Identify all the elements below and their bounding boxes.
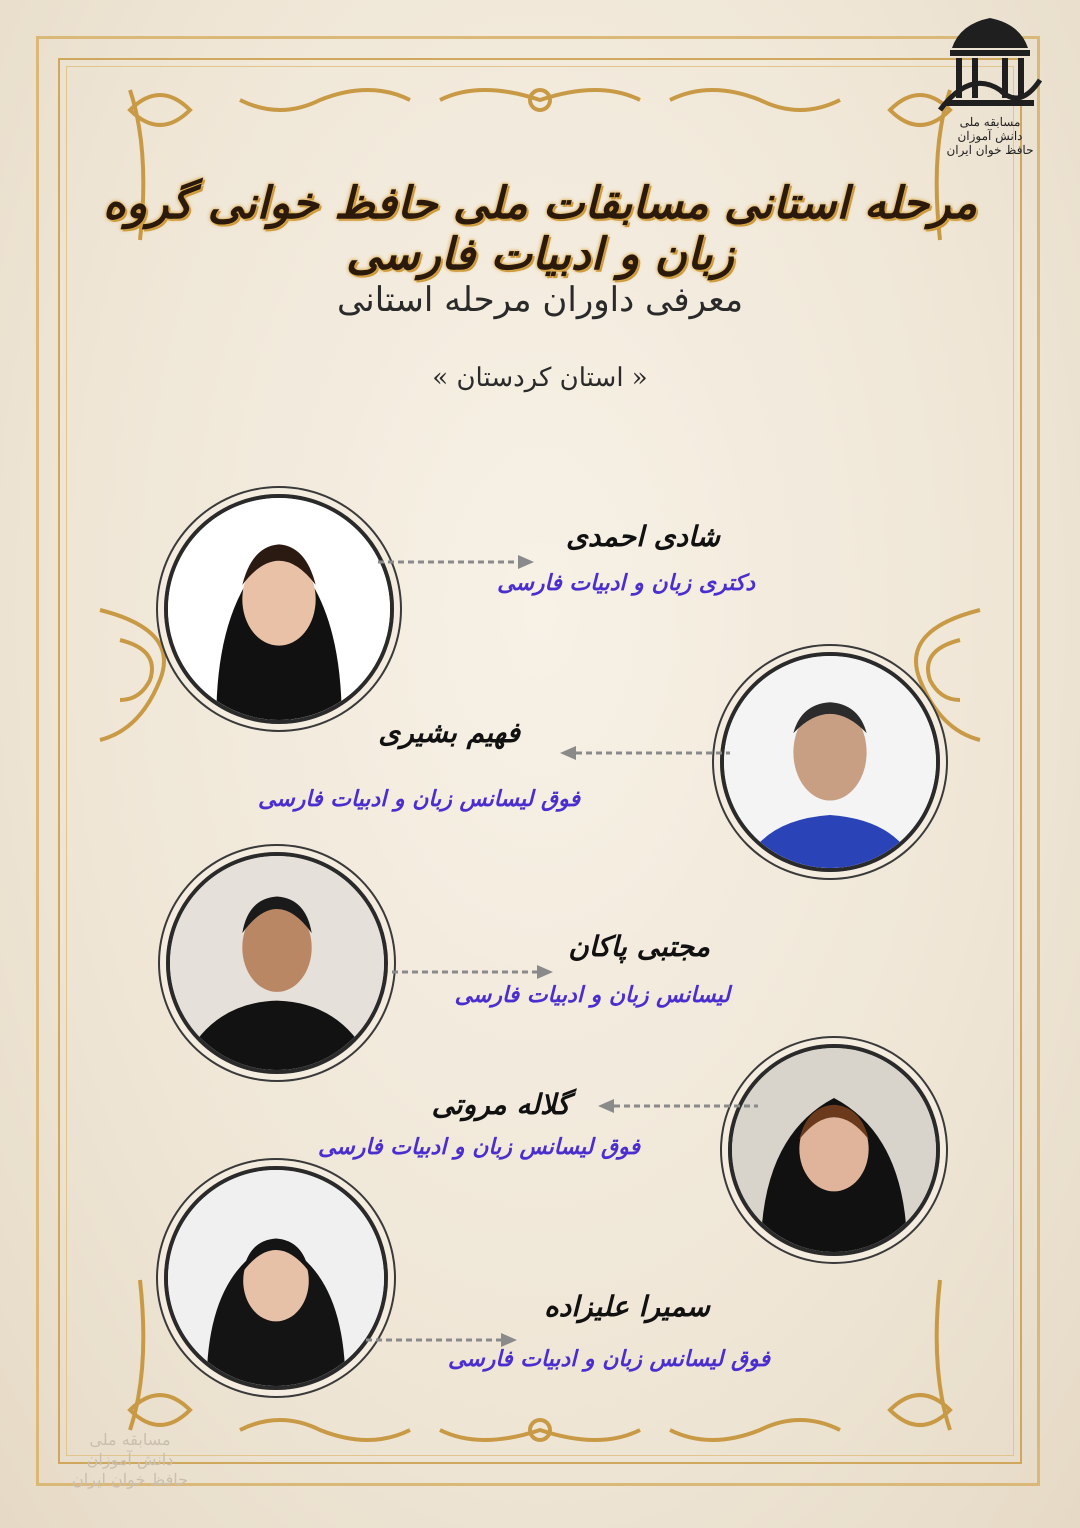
connector-arrow-3	[392, 962, 557, 982]
judge-photo-3	[166, 852, 388, 1074]
judge-degree-5: فوق لیسانس زبان و ادبیات فارسی	[447, 1346, 770, 1372]
watermark-caption: مسابقه ملی دانش آموزان حافظ خوان ایران	[71, 1430, 189, 1489]
avatar	[168, 498, 390, 720]
judge-degree-3: لیسانس زبان و ادبیات فارسی	[454, 982, 730, 1008]
connector-arrow-4	[598, 1096, 758, 1116]
judge-name-5: سمیرا علیزاده	[544, 1290, 710, 1323]
avatar	[724, 656, 936, 868]
judge-photo-2	[720, 652, 940, 872]
connector-arrow-1	[378, 552, 538, 572]
judge-degree-1: دکتری زبان و ادبیات فارسی	[497, 570, 755, 596]
judge-name-4: گلاله مروتی	[431, 1088, 570, 1121]
avatar	[170, 856, 384, 1070]
connector-arrow-2	[560, 743, 730, 763]
avatar	[732, 1048, 936, 1252]
page-subtitle: معرفی داوران مرحله استانی	[336, 280, 744, 320]
page-title: مرحله استانی مسابقات ملی حافظ خوانی گروه زبان و ادبیات فارسی	[102, 178, 978, 280]
judge-name-1: شادی احمدی	[565, 520, 720, 553]
judge-name-2: فهیم بشیری	[378, 716, 520, 749]
judge-degree-2: فوق لیسانس زبان و ادبیات فارسی	[257, 786, 580, 812]
judge-photo-5	[164, 1166, 388, 1390]
logo-caption: مسابقه ملی دانش آموزان حافظ خوان ایران	[946, 115, 1034, 157]
judge-name-3: مجتبی پاکان	[568, 930, 710, 963]
judge-photo-1	[164, 494, 394, 724]
avatar	[168, 1170, 384, 1386]
judge-photo-4	[728, 1044, 940, 1256]
province-label: « استان کردستان »	[432, 363, 648, 393]
judge-degree-4: فوق لیسانس زبان و ادبیات فارسی	[317, 1134, 640, 1160]
